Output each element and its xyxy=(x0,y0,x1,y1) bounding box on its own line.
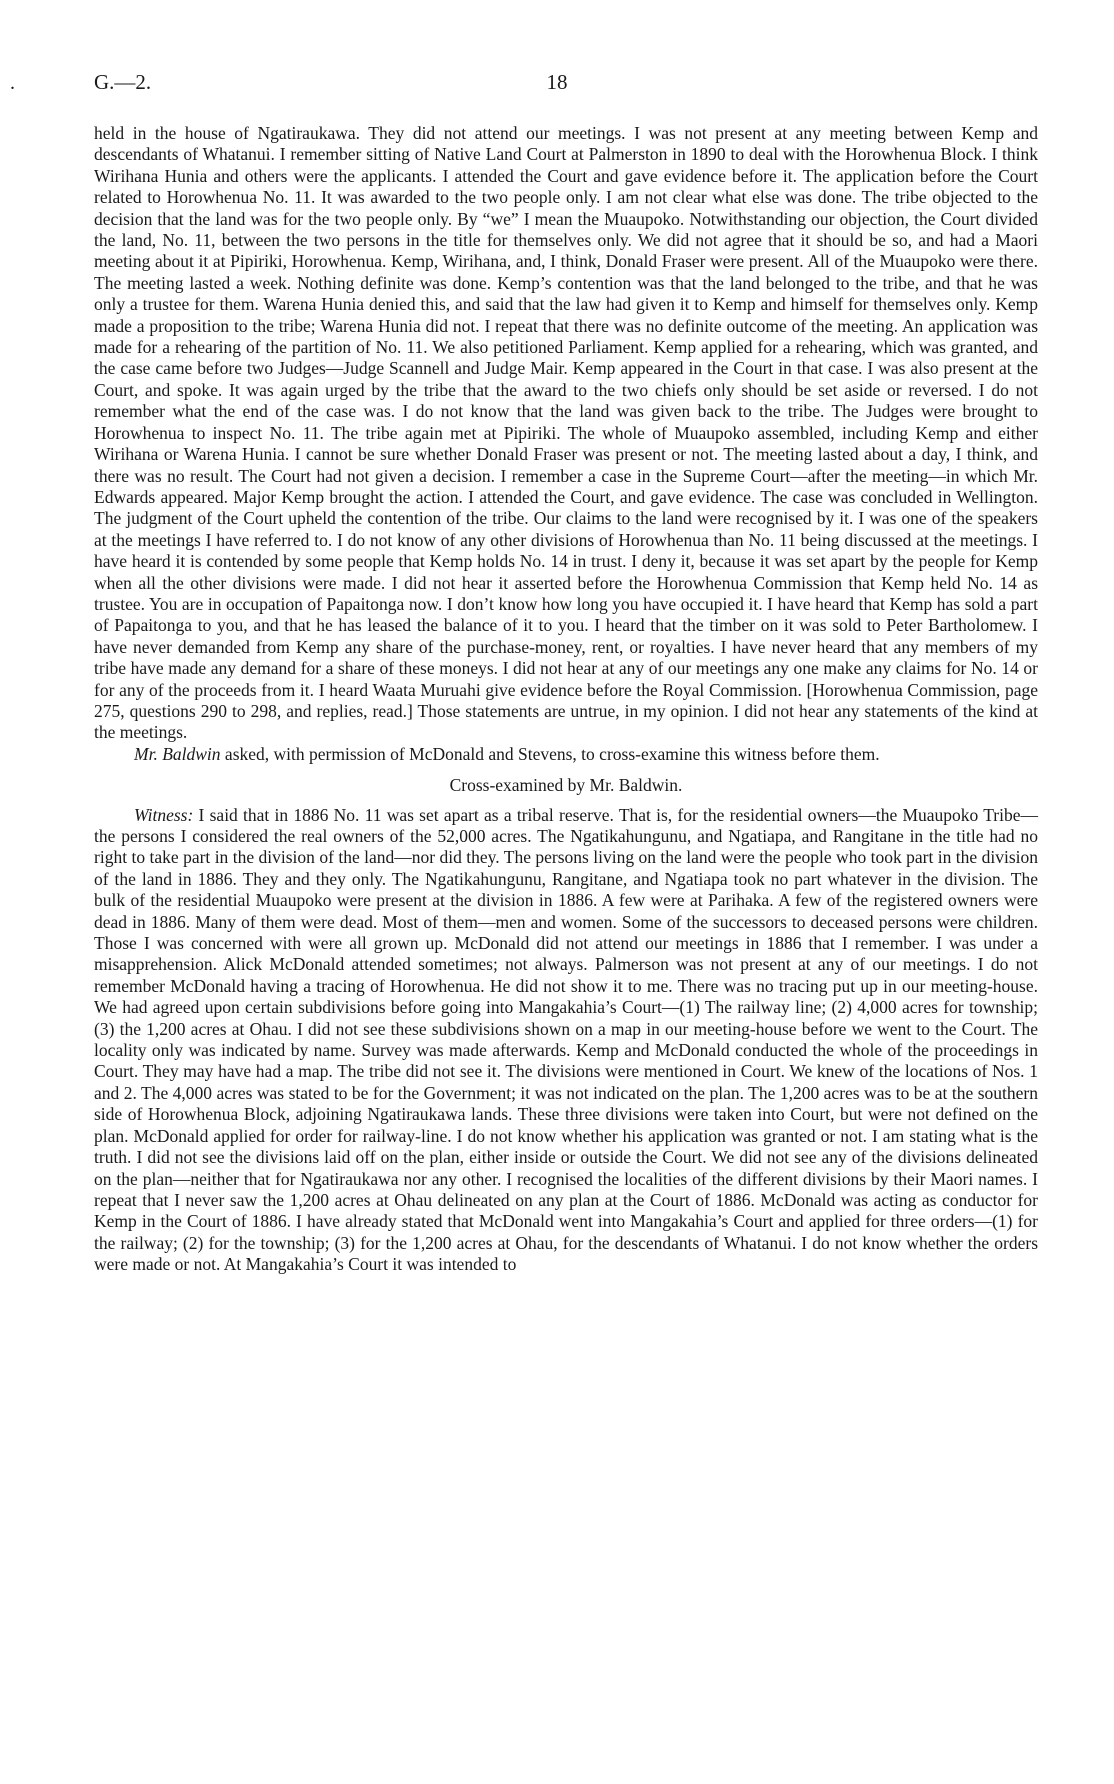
page-number: 18 xyxy=(546,70,568,94)
page-header xyxy=(0,70,1114,100)
margin-mark: . xyxy=(10,72,15,94)
paragraph-text: I said that in 1886 No. 11 was set apart as a tribal reserve. That is, for the residential owners—the Muaupoko Tribe—the persons I considered the real owners of the 52,000 acres. The Ngatikahungunu, and Ngatiapa, and Rangitane in the title had no right to take part in the division of the land—nor did they. The persons living on the land were the people who took part in the division of the land in 1886. They and they only. The Ngatikahungunu, Rangitane, and Ngatiapa took no part whatever in the division. The bulk of the residential Muaupoko were present at the division in 1886. A few were at Parihaka. A few of the registered owners were dead in 1886. Many of them were dead. Most of them—men and women. Some of the successors to deceased persons were children. Those I was concerned with were all grown up. McDonald did not attend our meetings in 1886 that I remember. I was under a misapprehension. Alick McDonald attended sometimes; not always. Palmerson was not present at any of our meetings. I do not remember McDonald having a tracing of Horowhenua. He did not show it to me. There was no tracing put up in our meeting-house. We had agreed upon certain subdivisions before going into Mangakahia’s Court—(1) The railway line; (2) 4,000 acres for township; (3) the 1,200 acres at Ohau. I did not see these subdivisions shown on a map in our meeting-house before we went to the Court. The locality only was indicated by name. Survey was made afterwards. Kemp and McDonald conducted the whole of the proceedings in Court. They may have had a map. The tribe did not see it. The divisions were mentioned in Court. We knew of the locations of Nos. 1 and 2. The 4,000 acres was stated to be for the Government; it was not indicated on the plan. The 1,200 acres was to be at the southern side of Horowhenua Block, adjoining Ngatiraukawa lands. These three divisions were taken into Court, but were not defined on the plan. McDonald applied for order for railway-line. I do not know whether his application was granted or not. I am stating what is the truth. I did not see the divisions laid off on the plan, either inside or outside the Court. We did not see any of the divisions delineated on the plan—neither that for Ngatiraukawa nor any other. I recognised the localities of the different divisions by their Maori names. I repeat that I never saw the 1,200 acres at Ohau delineated on any plan at the Court of 1886. McDonald was acting as conductor for Kemp in the Court of 1886. I have already stated that McDonald went into Mangakahia’s Court and applied for three orders—(1) for the railway; (2) for the township; (3) for the 1,200 acres at Ohau, for the descendants of Whatanui. I do not know whether the orders were made or not. At Mangakahia’s Court it was intended to xyxy=(94,804,1038,1275)
section-heading: Cross-examined by Mr. Baldwin. xyxy=(449,775,683,796)
paragraph-testimony: held in the house of Ngatiraukawa. They did not attend our meetings. I was not present at any meeting between Kemp and descendants of Whatanui. I remember sitting of Native Land Court at Palmerston in 1890 to deal with the Horowhenua Block. I think Wirihana Hunia and others were the applicants. I attended the Court and gave evidence before it. The application before the Court related to Horowhenua No. 11. It was awarded to the two people only. I am not clear what else was done. The tribe objected to the decision that the land was for the two people only. By “we” I mean the Muaupoko. Notwithstanding our objection, the Court divided the land, No. 11, between the two persons in the title for themselves only. We did not agree that it should be so, and had a Maori meeting about it at Pipiriki, Horowhenua. Kemp, Wirihana, and, I think, Donald Fraser were present. All of the Muaupoko were there. The meeting lasted a week. Nothing definite was done. Kemp’s contention was that the land belonged to the tribe, and that he was only a trustee for them. Warena Hunia denied this, and said that the law had given it to Kemp and himself for themselves only. Kemp made a proposition to the tribe; Warena Hunia did not. I repeat that there was no definite outcome of the meeting. An application was made for a rehearing of the partition of No. 11. We also petitioned Parliament. Kemp applied for a rehearing, which was granted, and the case came before two Judges—Judge Scannell and Judge Mair. Kemp appeared in the Court in that case. I was also present at the Court, and spoke. It was again urged by the tribe that the award to the two chiefs only should be set aside or reversed. I do not remember what the end of the case was. I do not know that the land was given back to the tribe. The Judges were brought to Horowhenua to inspect No. 11. The tribe again met at Pipiriki. The whole of Muaupoko assembled, including Kemp and either Wirihana or Warena Hunia. I cannot be sure whether Donald Fraser was present or not. The meeting lasted about a day, I think, and there was no result. The Court had not given a decision. I remember a case in the Supreme Court—after the meeting—in which Mr. Edwards appeared. Major Kemp brought the action. I attended the Court, and gave evidence. The case was concluded in Wellington. The judgment of the Court upheld the contention of the tribe. Our claims to the land were recognised by it. I was one of the speakers at the meetings I have referred to. I do not know of any other divisions of Horowhenua than No. 11 being discussed at the meetings. I have heard it is contended by some people that Kemp holds No. 14 in trust. I deny it, because it was set apart by the people for Kemp when all the other divisions were made. I did not hear it asserted before the Horowhenua Commission that Kemp held No. 14 as trustee. You are in occupation of Papaitonga now. I don’t know how long you have occupied it. I have heard that Kemp has sold a part of Papaitonga to you, and that he has leased the balance of it to you. I heard that the timber on it was sold to Peter Bartholomew. I have never demanded from Kemp any share of the purchase-money, rent, or royalties. I have never heard that any members of my tribe have made any demand for a share of these moneys. I did not hear at any of our meetings any one make any claims for No. 14 or for any of the proceeds from it. I heard Waata Muruahi give evidence before the Royal Commission. [Horowhenua Commission, page 275, questions 290 to 298, and replies, read.] Those statements are untrue, in my opinion. I did not hear any statements of the kind at the meetings. xyxy=(94,123,1038,743)
paragraph-baldwin-request xyxy=(94,744,1038,765)
paragraph-cross-examination xyxy=(94,805,1038,1276)
page-body xyxy=(94,123,1038,1276)
document-reference: G.—2. xyxy=(94,70,152,94)
speaker-label: Witness: xyxy=(134,804,194,825)
paragraph-text: asked, with permission of McDonald and Stevens, to cross-examine this witness before them. xyxy=(220,743,880,764)
speaker-name: Mr. Baldwin xyxy=(134,743,221,764)
